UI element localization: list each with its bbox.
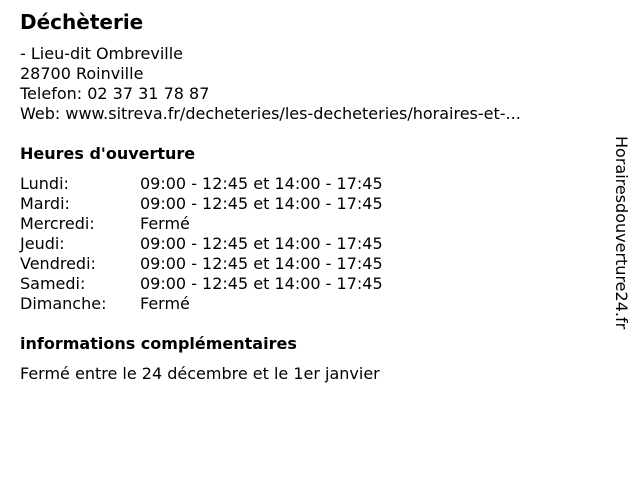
- website-link[interactable]: Web: www.sitreva.fr/decheteries/les-decheteries/horaires-et-...: [20, 104, 521, 123]
- site-watermark: Horairesdouverture24.fr: [612, 136, 631, 330]
- day-hours: Fermé: [140, 294, 190, 313]
- address-street: - Lieu-dit Ombreville: [20, 44, 183, 63]
- opening-hours-heading: Heures d'ouverture: [20, 144, 196, 163]
- phone-number: Telefon: 02 37 31 78 87: [20, 84, 210, 103]
- hours-row-saturday: [20, 274, 383, 294]
- day-hours: Fermé: [140, 214, 190, 233]
- address-block: [20, 44, 521, 124]
- additional-info-heading: informations complémentaires: [20, 334, 297, 353]
- day-hours: 09:00 - 12:45 et 14:00 - 17:45: [140, 274, 383, 293]
- day-hours: 09:00 - 12:45 et 14:00 - 17:45: [140, 234, 383, 253]
- day-label: Vendredi:: [20, 254, 96, 273]
- hours-row-wednesday: [20, 214, 383, 234]
- hours-row-friday: [20, 254, 383, 274]
- day-label: Mercredi:: [20, 214, 95, 233]
- hours-row-monday: [20, 174, 383, 194]
- opening-hours-table: [20, 174, 383, 314]
- page-title: Déchèterie: [20, 10, 144, 34]
- hours-row-tuesday: [20, 194, 383, 214]
- additional-info-text: Fermé entre le 24 décembre et le 1er janvier: [20, 364, 380, 383]
- hours-row-thursday: [20, 234, 383, 254]
- day-hours: 09:00 - 12:45 et 14:00 - 17:45: [140, 254, 383, 273]
- day-label: Dimanche:: [20, 294, 107, 313]
- day-label: Samedi:: [20, 274, 86, 293]
- address-city: 28700 Roinville: [20, 64, 144, 83]
- hours-row-sunday: [20, 294, 383, 314]
- day-label: Lundi:: [20, 174, 69, 193]
- day-label: Jeudi:: [20, 234, 65, 253]
- day-hours: 09:00 - 12:45 et 14:00 - 17:45: [140, 174, 383, 193]
- day-hours: 09:00 - 12:45 et 14:00 - 17:45: [140, 194, 383, 213]
- day-label: Mardi:: [20, 194, 70, 213]
